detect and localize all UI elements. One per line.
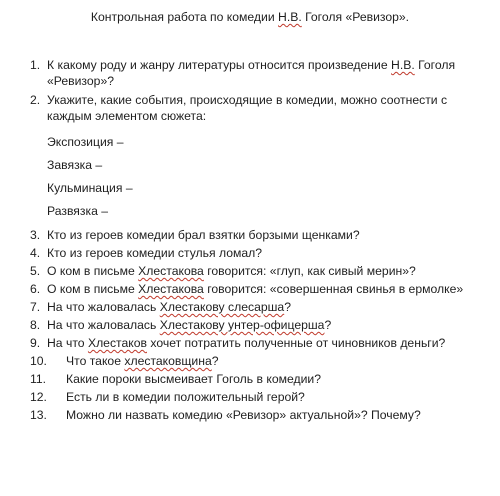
plot-element-exposition: Экспозиция – xyxy=(47,135,124,149)
item-9-text: На что xyxy=(47,336,88,350)
item-5-line xyxy=(47,264,416,279)
item-10-text-end: ? xyxy=(211,354,219,368)
item-7-number: 7. xyxy=(30,300,41,314)
plot-element-resolution: Развязка – xyxy=(47,204,109,218)
item-9-line xyxy=(47,336,445,351)
item-10-term: хлестаковщина xyxy=(124,354,212,368)
item-9-name: Хлестаков xyxy=(87,336,147,350)
item-6-line xyxy=(47,282,463,297)
item-6-text: О ком в письме xyxy=(47,282,139,296)
item-1-line-1 xyxy=(47,58,455,73)
title-author-initials: Н.В. xyxy=(278,10,302,24)
item-6-text-end: говорится: «совершенная свинья в ермолке» xyxy=(203,282,464,296)
plot-element-setup: Завязка – xyxy=(47,158,103,172)
item-1-number: 1. xyxy=(30,58,41,72)
item-7-text: На что жаловалась xyxy=(47,300,160,314)
item-6-number: 6. xyxy=(30,282,41,296)
item-4-number: 4. xyxy=(30,246,41,260)
item-7-text-end: ? xyxy=(284,300,291,314)
item-2-number: 2. xyxy=(30,93,41,107)
item-6-name: Хлестакова xyxy=(138,282,204,296)
item-1-text: К какому роду и жанру литературы относится произведение xyxy=(47,58,392,72)
item-4-text: Кто из героев комедии стулья ломал? xyxy=(47,246,263,260)
item-11-number: 11. xyxy=(30,372,47,386)
item-8-text: На что жаловалась xyxy=(47,318,160,332)
item-10-line xyxy=(66,354,219,369)
item-1-line-2: «Ревизор»? xyxy=(47,74,114,88)
plot-element-climax: Кульминация – xyxy=(47,181,133,195)
item-12-text: Есть ли в комедии положительный герой? xyxy=(66,390,305,404)
title-text-end: Гоголя «Ревизор». xyxy=(301,10,410,24)
item-5-text-end: говорится: «глуп, как сивый мерин»? xyxy=(203,264,416,278)
item-8-line xyxy=(47,318,331,333)
item-5-text: О ком в письме xyxy=(47,264,139,278)
item-10-text: Что такое xyxy=(66,354,125,368)
item-7-line xyxy=(47,300,291,315)
title-text: Контрольная работа по комедии xyxy=(90,10,279,24)
item-8-number: 8. xyxy=(30,318,41,332)
item-7-name: Хлестакову слесарша xyxy=(159,300,285,314)
document-title xyxy=(0,10,500,25)
item-5-number: 5. xyxy=(30,264,41,278)
item-11-text: Какие пороки высмеивает Гоголь в комедии? xyxy=(66,372,321,386)
item-9-text-end: хочет потратить полученные от чиновников деньги? xyxy=(147,336,446,350)
item-3-text: Кто из героев комедии брал взятки борзыми щенками? xyxy=(47,228,360,242)
item-10-number: 10. xyxy=(30,354,47,368)
item-5-name: Хлестакова xyxy=(138,264,204,278)
item-1-initials: Н.В. xyxy=(391,58,415,72)
item-13-number: 13. xyxy=(30,408,47,422)
item-12-number: 12. xyxy=(30,390,47,404)
item-2-line-1: Укажите, какие события, происходящие в комедии, можно соотнести с xyxy=(47,93,448,107)
item-1-text-end: Гоголя xyxy=(414,58,456,72)
item-13-text: Можно ли назвать комедию «Ревизор» актуальной»? Почему? xyxy=(66,408,421,422)
item-8-name: Хлестакову унтер-офицерша xyxy=(159,318,325,332)
item-2-line-2: каждым элементом сюжета: xyxy=(47,109,207,123)
item-9-number: 9. xyxy=(30,336,41,350)
item-8-text-end: ? xyxy=(324,318,332,332)
item-3-number: 3. xyxy=(30,228,41,242)
